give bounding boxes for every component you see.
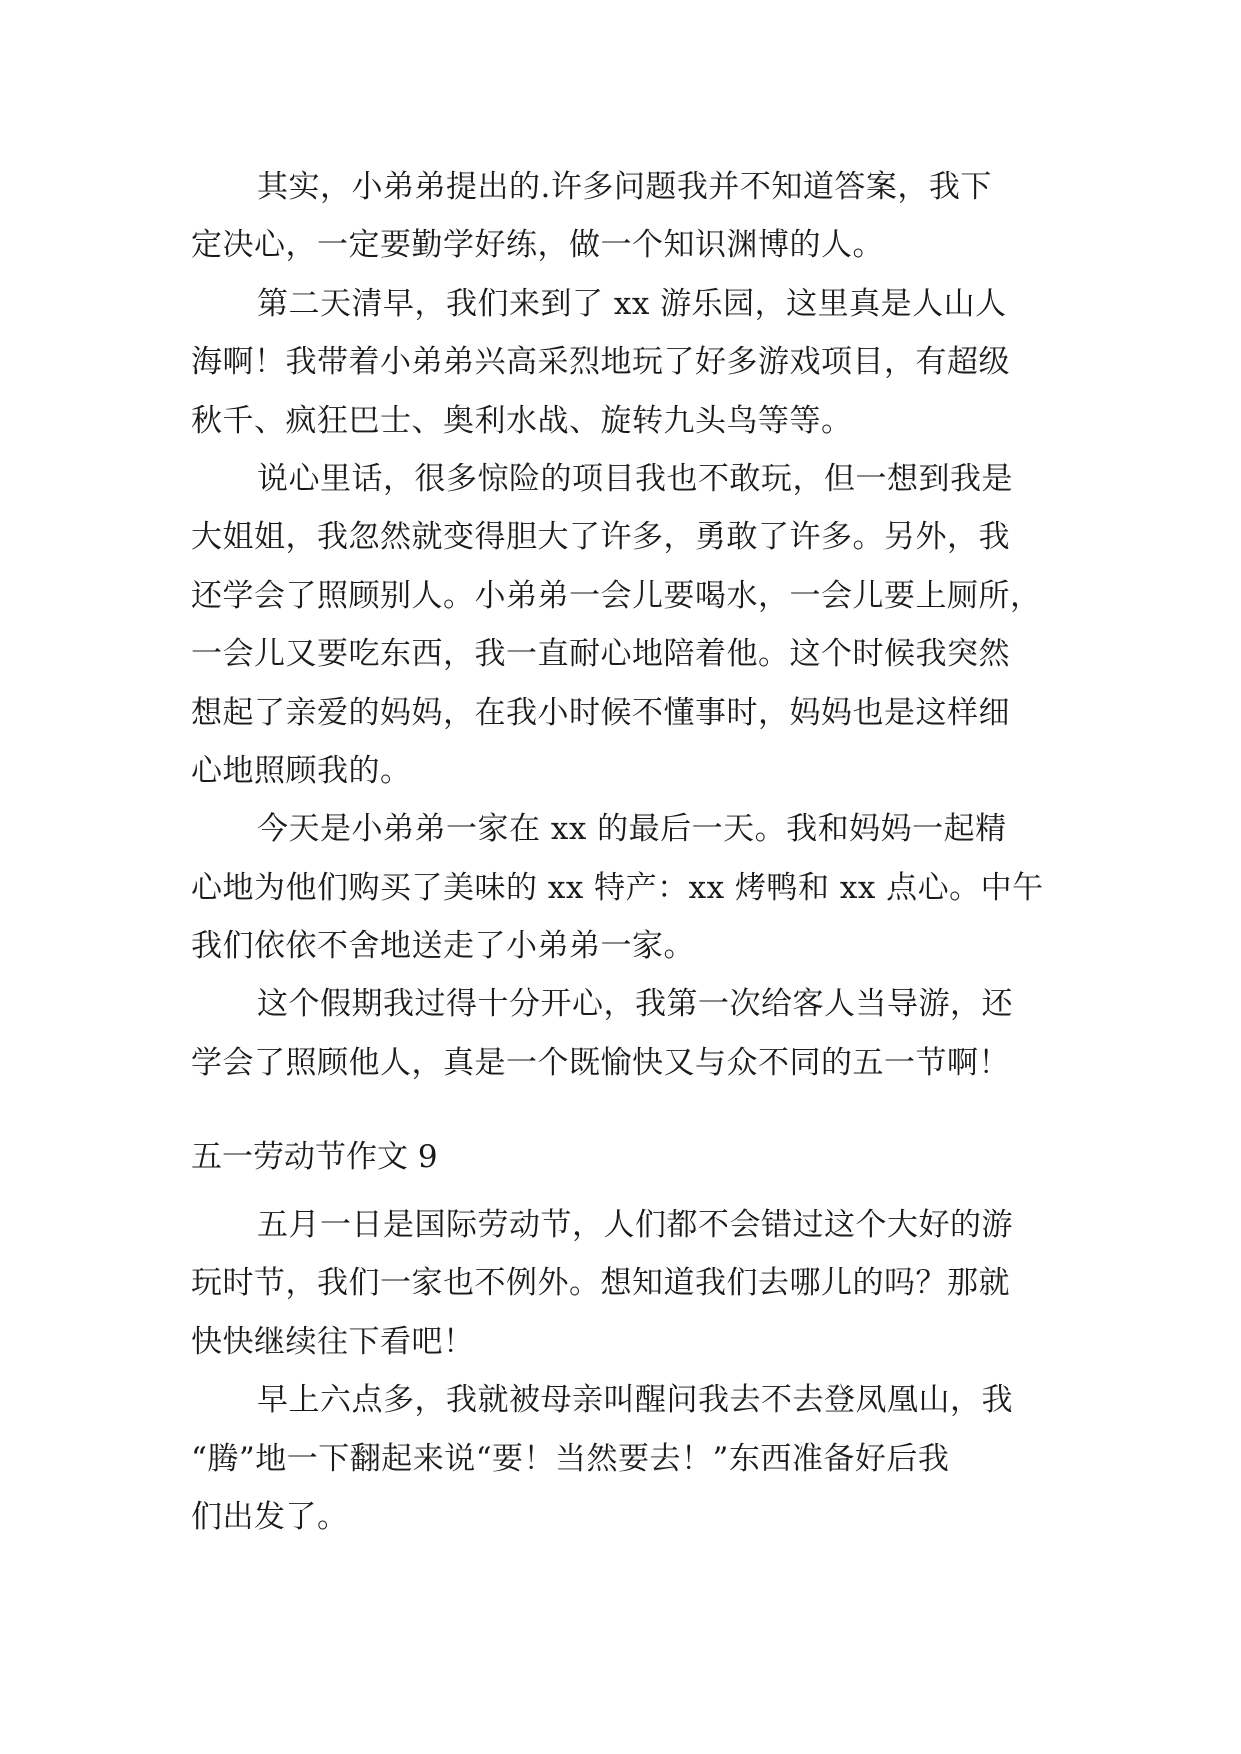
text-line: 今天是小弟弟一家在 xx 的最后一天。我和妈妈一起精: [257, 811, 1007, 848]
text-line: 说心里话，很多惊险的项目我也不敢玩，但一想到我是: [257, 460, 1013, 497]
text-line: 我们依依不舍地送走了小弟弟一家。: [191, 928, 695, 965]
text-line: 快快继续往下看吧！: [191, 1323, 475, 1360]
text-line: 们出发了。: [191, 1498, 349, 1535]
essay-section-9: [191, 1196, 1051, 1546]
text-line: 玩时节，我们一家也不例外。想知道我们去哪儿的吗？那就: [191, 1265, 1010, 1302]
text-line: 五月一日是国际劳动节，人们都不会错过这个大好的游: [257, 1207, 1013, 1243]
text-line: 第二天清早，我们来到了 xx 游乐园，这里真是人山人: [257, 285, 1007, 322]
text-line: 定决心，一定要勤学好练，做一个知识渊博的人。: [191, 227, 884, 264]
essay-section-continued: [191, 158, 1051, 1092]
text-line: 一会儿又要吃东西，我一直耐心地陪着他。这个时候我突然: [191, 636, 1010, 673]
text-line: 想起了亲爱的妈妈，在我小时候不懂事时，妈妈也是这样细: [191, 694, 1010, 731]
text-line: 还学会了照顾别人。小弟弟一会儿要喝水，一会儿要上厕所，: [191, 577, 1042, 614]
text-line: 海啊！我带着小弟弟兴高采烈地玩了好多游戏项目，有超级: [191, 344, 1010, 381]
text-line: 其实，小弟弟提出的.许多问题我并不知道答案，我下: [257, 169, 992, 205]
text-line: 大姐姐，我忽然就变得胆大了许多，勇敢了许多。另外，我: [191, 519, 1010, 556]
text-line: 学会了照顾他人，真是一个既愉快又与众不同的五一节啊！: [191, 1044, 1010, 1081]
text-line: 秋千、疯狂巴士、奥利水战、旋转九头鸟等等。: [191, 402, 853, 439]
text-line: 这个假期我过得十分开心，我第一次给客人当导游，还: [257, 986, 1013, 1023]
text-line: 心地为他们购买了美味的 xx 特产：xx 烤鸭和 xx 点心。中午: [191, 869, 1044, 906]
essay-heading: 五一劳动节作文 9: [191, 1139, 438, 1175]
text-line: “腾”地一下翻起来说“要！当然要去！”东西准备好后我: [191, 1440, 950, 1477]
text-line: 心地照顾我的。: [191, 752, 412, 789]
text-line: 早上六点多，我就被母亲叫醒问我去不去登凤凰山，我: [257, 1382, 1013, 1419]
